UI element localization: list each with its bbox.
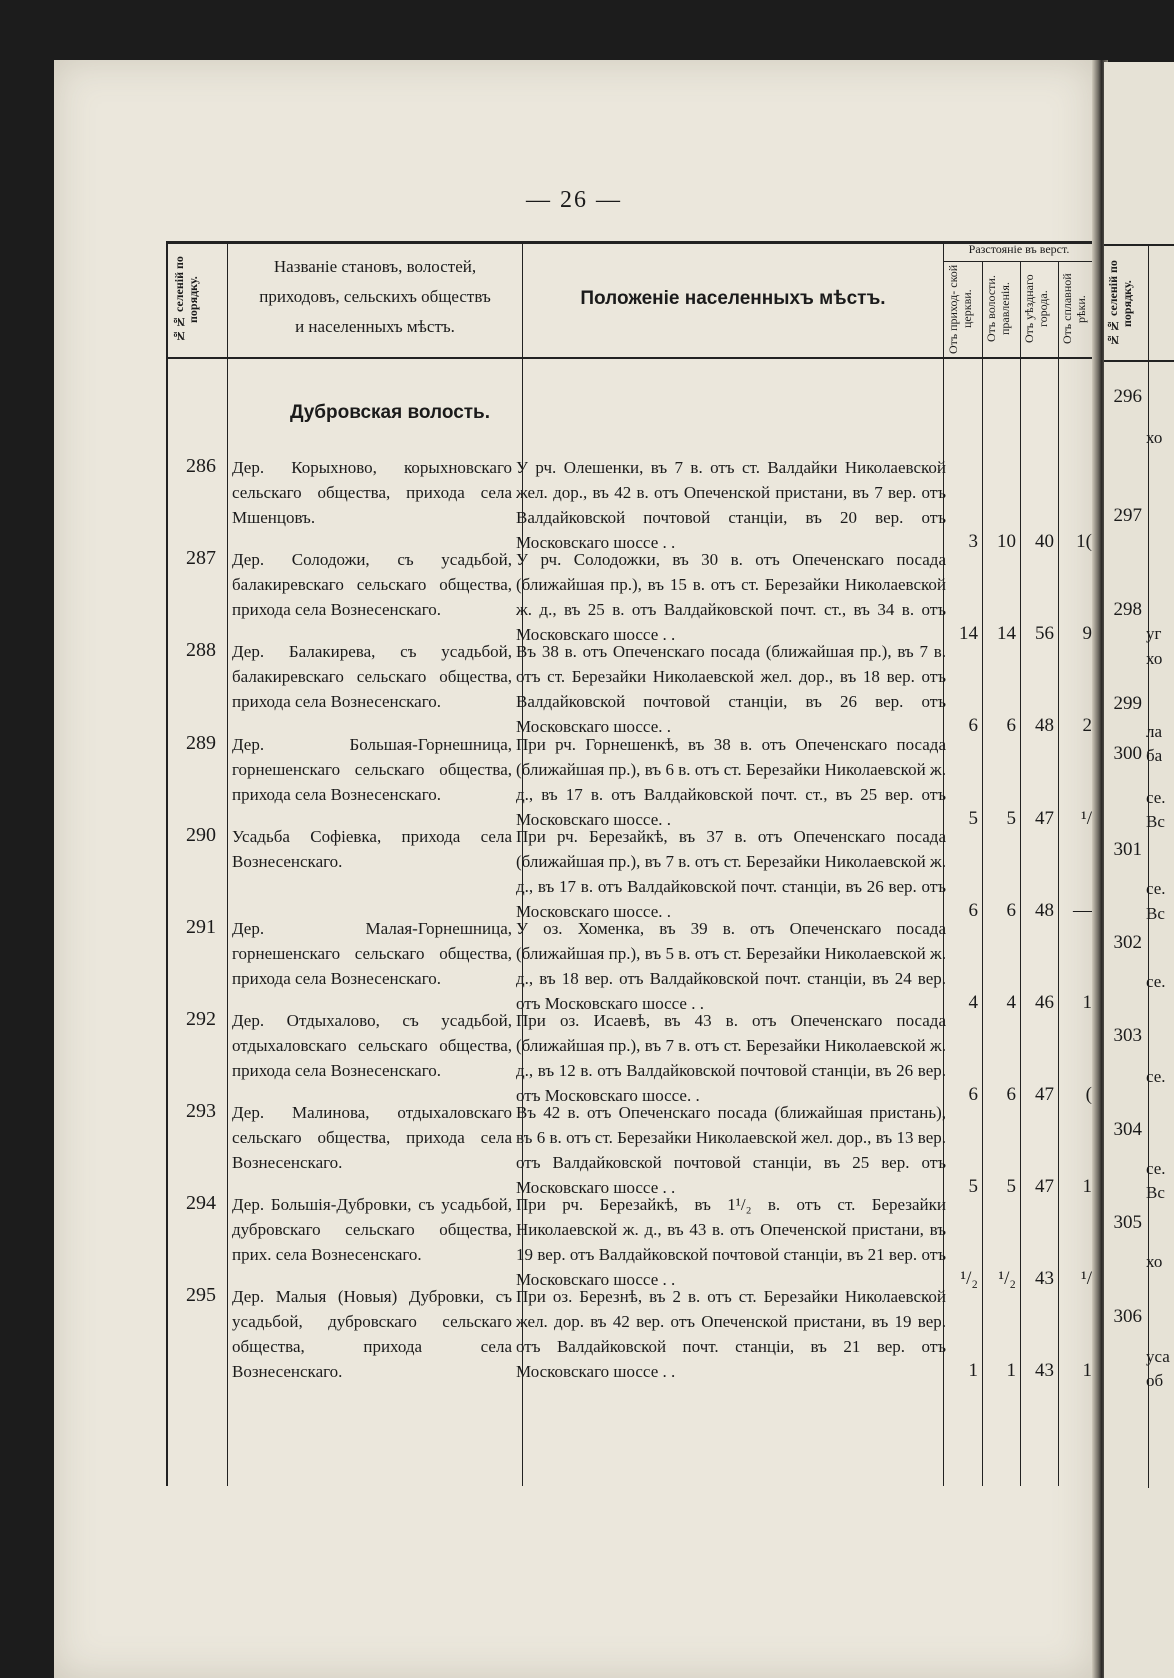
row-dist-river: ¹/ (1081, 808, 1092, 829)
next-page-row-number: 306 (1113, 1306, 1142, 1327)
row-number: 290 (186, 824, 216, 846)
column-rule-dist3 (1058, 261, 1059, 1486)
next-page-top-rule (1104, 244, 1174, 246)
header-name-column (228, 252, 522, 342)
row-dist-volost: 6 (1006, 1084, 1016, 1105)
next-page-row-number: 303 (1113, 1025, 1142, 1046)
row-dist-river: 9 (1082, 623, 1092, 644)
row-dist-town: 46 (1035, 992, 1054, 1013)
next-page-header-rule (1104, 360, 1174, 362)
next-page-fragment: се. (1146, 879, 1166, 898)
header-name-line: и населенныхъ мѣстъ. (295, 317, 455, 336)
next-page-fragment: уса (1146, 1347, 1170, 1366)
row-number: 287 (186, 547, 216, 569)
header-dist-volost: Отъ волости. правленія. (984, 275, 1012, 343)
row-position: При оз. Березнѣ, въ 2 в. отъ ст. Березайки Николаевской жел. дор. въ 42 вер. отъ Опеченской пристани, въ 19 вер. отъ Валдайковской почт. станціи, въ 21 вер. отъ Московскаго шоссе . . (516, 1287, 946, 1381)
next-page-fragment: хо (1146, 649, 1163, 668)
next-page-fragment: об (1146, 1371, 1164, 1390)
row-dist-volost: 1 (1006, 1360, 1016, 1381)
row-number: 286 (186, 455, 216, 477)
header-dist-town: Отъ уѣзднаго города. (1022, 274, 1050, 344)
distance-header-rule (943, 261, 1094, 262)
row-name: Дер. Большія-Дубровки, съ усадьбой, дубровскаго сельскаго общества, прих. села Вознесенскаго. (232, 1195, 512, 1264)
row-number: 289 (186, 732, 216, 754)
next-page-fragment: хо (1146, 1252, 1163, 1271)
row-position: При рч. Горнешенкѣ, въ 38 в. отъ Опеченскаго посада (ближайшая пр.), въ 6 в. отъ ст. Березайки Николаевской ж. д., въ 17 в. отъ Валдайковской почт. ст., въ 25 вер. отъ Московскаго шоссе. . (516, 735, 946, 829)
next-page-row-number: 304 (1113, 1119, 1142, 1140)
row-position: При рч. Березайкѣ, въ 37 в. отъ Опеченскаго посада (ближайшая пр.), въ 7 в. отъ ст. Березайки Николаевской ж. д., въ 17 в. отъ Валдайковской почт. станціи, въ 26 вер. отъ Московскаго шоссе. . (516, 827, 946, 921)
row-dist-volost: 5 (1006, 808, 1016, 829)
row-dist-river: 1 (1082, 992, 1092, 1013)
next-page-fragment: се. (1146, 788, 1166, 807)
row-dist-church: ¹/₂ (960, 1268, 978, 1289)
row-dist-volost: 6 (1006, 900, 1016, 921)
next-page-fragment: Bc (1146, 812, 1165, 831)
row-name: Усадьба Софіевка, прихода села Вознесенскаго. (232, 827, 512, 871)
row-name: Дер. Корыхново, корыхновскаго сельскаго общества, прихода села Мшенцовъ. (232, 458, 512, 527)
header-row-number: №№ селеній по порядку. (172, 256, 200, 344)
document-page-left (54, 60, 1094, 1678)
next-page-fragment: хо (1146, 428, 1163, 447)
row-dist-church: 3 (968, 531, 978, 552)
row-dist-church: 4 (968, 992, 978, 1013)
row-dist-volost: 5 (1006, 1176, 1016, 1197)
row-name: Дер. Малинова, отдыхаловскаго сельскаго общества, прихода села Вознесенскаго. (232, 1103, 512, 1172)
row-name: Дер. Большая-Горнешница, горнешенскаго сельскаго общества, прихода села Вознесенскаго. (232, 735, 512, 804)
column-rule-dist2 (1020, 261, 1021, 1486)
row-name: Дер. Малая-Горнешница, горнешенскаго сельскаго общества, прихода села Вознесенскаго. (232, 919, 512, 988)
row-position: При оз. Исаевѣ, въ 43 в. отъ Опеченскаго посада (ближайшая пр.), въ 7 в. отъ ст. Березайки Николаевской ж. д., въ 12 в. отъ Валдайковской почтовой станціи, въ 26 вер. отъ Московскаго шоссе. . (516, 1011, 946, 1105)
header-name-line: Названіе становъ, волостей, (273, 257, 477, 276)
row-number: 291 (186, 916, 216, 938)
row-position: Въ 38 в. отъ Опеченскаго посада (ближайшая пр.), въ 7 в. отъ ст. Березайки Николаевской жел. дор., въ 18 вер. отъ Валдайковской почтовой станціи, въ 26 вер. отъ Московскаго шоссе. . (516, 642, 946, 736)
row-dist-town: 47 (1035, 1176, 1054, 1197)
table-header-bottom-rule (166, 357, 1094, 359)
next-page-fragment: ба (1146, 746, 1163, 765)
row-dist-river: — (1073, 900, 1092, 921)
row-position: Въ 42 в. отъ Опеченскаго посада (ближайшая пристань), въ 6 в. отъ ст. Березайки Николаевской жел. дор., въ 13 вер. отъ Валдайковской почтовой станціи, въ 25 вер. отъ Московскаго шоссе . . (516, 1103, 946, 1197)
next-page-row-number: 297 (1113, 505, 1142, 526)
row-number: 294 (186, 1192, 216, 1214)
document-page-right-edge (1104, 62, 1174, 1678)
column-rule-num (227, 241, 228, 1486)
header-distance-group: Разстояніе въ верст. (968, 242, 1070, 256)
row-dist-volost: 10 (997, 531, 1016, 552)
next-page-fragment: уг (1146, 624, 1162, 643)
row-dist-river: ¹/ (1081, 1268, 1092, 1289)
row-dist-church: 14 (959, 623, 978, 644)
header-dist-river: Отъ сплавной рѣки. (1060, 273, 1088, 345)
next-page-fragment: се. (1146, 1067, 1166, 1086)
row-dist-church: 6 (968, 1084, 978, 1105)
row-dist-church: 6 (968, 715, 978, 736)
row-name: Дер. Солодожи, съ усадьбой, балакиревскаго сельскаго общества, прихода села Вознесенскаго. (232, 550, 512, 619)
row-dist-town: 43 (1035, 1268, 1054, 1289)
next-page-row-number: 302 (1113, 932, 1142, 953)
next-page-header: №№ селеній по порядку. (1106, 260, 1134, 348)
row-dist-river: 2 (1082, 715, 1092, 736)
row-dist-church: 6 (968, 900, 978, 921)
row-name: Дер. Балакирева, съ усадьбой, балакиревскаго сельскаго общества, прихода села Вознесенскаго. (232, 642, 512, 711)
header-dist-church: Отъ приход- ской церкви. (946, 264, 974, 354)
row-dist-volost: 14 (997, 623, 1016, 644)
row-dist-volost: 6 (1006, 715, 1016, 736)
row-dist-church: 1 (968, 1360, 978, 1381)
next-page-fragment: ла (1146, 722, 1163, 741)
next-page-row-number: 300 (1113, 743, 1142, 764)
next-page-row-number: 301 (1113, 839, 1142, 860)
next-page-fragment: Bc (1146, 904, 1165, 923)
row-dist-town: 48 (1035, 715, 1054, 736)
row-dist-church: 5 (968, 808, 978, 829)
row-dist-town: 56 (1035, 623, 1054, 644)
row-dist-town: 48 (1035, 900, 1054, 921)
row-dist-river: ( (1085, 1084, 1092, 1105)
next-page-fragment: се. (1146, 972, 1166, 991)
next-page-row-number: 299 (1113, 693, 1142, 714)
page-number: — 26 — (526, 187, 622, 213)
row-dist-church: 5 (968, 1176, 978, 1197)
row-position: При рч. Березайкѣ, въ 1¹/₂ в. отъ ст. Березайки Николаевской ж. д., въ 43 в. отъ Опеченской пристани, въ 19 вер. отъ Валдайковской почтовой станціи, въ 21 вер. отъ Московскаго шоссе . . (516, 1195, 946, 1289)
row-name: Дер. Отдыхалово, съ усадьбой, отдыхаловскаго сельскаго общества, прихода села Вознесенскаго. (232, 1011, 512, 1080)
row-number: 288 (186, 639, 216, 661)
next-page-row-number: 298 (1113, 599, 1142, 620)
column-rule-dist1 (982, 261, 983, 1486)
row-dist-town: 40 (1035, 531, 1054, 552)
header-position-column: Положеніе населенныхъ мѣстъ. (580, 288, 886, 309)
section-title: Дубровская волость. (289, 402, 491, 423)
row-name: Дер. Малыя (Новыя) Дубровки, съ усадьбой, дубровскаго сельскаго общества, прихода села Вознесенскаго. (232, 1287, 512, 1381)
row-dist-town: 47 (1035, 808, 1054, 829)
next-page-fragment: Bc (1146, 1183, 1165, 1202)
header-name-line: приходовъ, сельскихъ обществъ (259, 287, 491, 306)
next-page-row-number: 296 (1113, 386, 1142, 407)
row-number: 293 (186, 1100, 216, 1122)
row-dist-town: 43 (1035, 1360, 1054, 1381)
next-page-row-number: 305 (1113, 1212, 1142, 1233)
row-number: 295 (186, 1284, 216, 1306)
row-dist-volost: ¹/₂ (998, 1268, 1016, 1289)
next-page-fragment: се. (1146, 1159, 1166, 1178)
row-dist-town: 47 (1035, 1084, 1054, 1105)
row-dist-river: 1 (1082, 1176, 1092, 1197)
row-dist-river: 1( (1076, 531, 1092, 552)
row-dist-volost: 4 (1006, 992, 1016, 1013)
row-dist-river: 1 (1082, 1360, 1092, 1381)
row-position: У рч. Олешенки, въ 7 в. отъ ст. Валдайки Николаевской жел. дор., въ 42 в. отъ Опеченской пристани, въ 7 вер. отъ Валдайковской почтовой станціи, въ 20 вер. отъ Московскаго шоссе . . (516, 458, 946, 552)
row-number: 292 (186, 1008, 216, 1030)
row-position: У оз. Хоменка, въ 39 в. отъ Опеченскаго посада (ближайшая пр.), въ 5 в. отъ ст. Березайки Николаевской ж. д., въ 18 вер. отъ Валдайковской почт. станціи, въ 24 вер. отъ Московскаго шоссе . . (516, 919, 946, 1013)
row-position: У рч. Солодожки, въ 30 в. отъ Опеченскаго посада (ближайшая пр.), въ 15 в. отъ ст. Березайки Николаевской ж. д., въ 25 в. отъ Валдайковской почт. ст., въ 34 в. отъ Московскаго шоссе . . (516, 550, 946, 644)
